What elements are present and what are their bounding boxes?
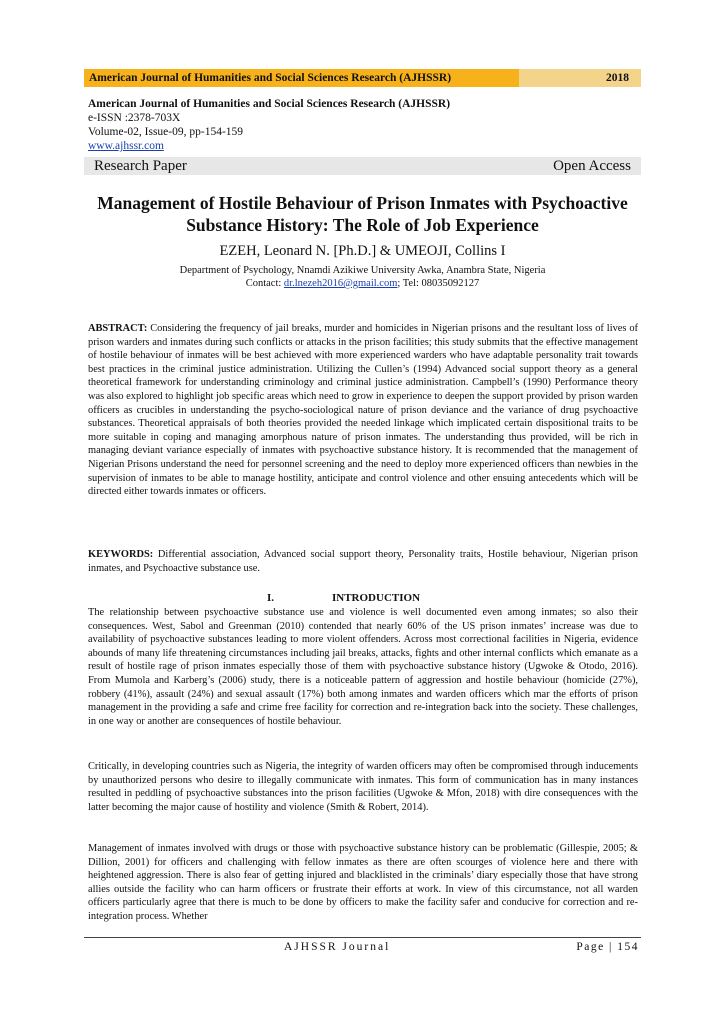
access-type-label: Open Access xyxy=(553,158,631,174)
keywords-label: KEYWORDS: xyxy=(88,549,154,560)
body-paragraph: Critically, in developing countries such as Nigeria, the integrity of warden officers may often be compromised through inducements by unauthorized persons who desire to illegally communicate with inmates. This form of communication has in many instances resulted in peddling of psychoactive substances into the prison facilities (Ugwoke & Mfon, 2018) with dire consequences with the latter becoming the major cause of hostility and violence (Smith & Robert, 2014). xyxy=(88,761,638,813)
journal-banner xyxy=(84,69,641,87)
abstract-label: ABSTRACT: xyxy=(88,323,148,334)
paper-title: Management of Hostile Behaviour of Prison Inmates with Psychoactive Substance History: The Role of Job Experience xyxy=(97,193,628,235)
authors: EZEH, Leonard N. [Ph.D.] & UMEOJI, Collins I xyxy=(219,243,506,259)
banner-year: 2018 xyxy=(519,69,641,87)
footer-divider xyxy=(84,937,641,938)
contact-prefix: Contact: xyxy=(245,278,284,289)
affiliation-block xyxy=(84,264,641,290)
body-paragraph: The relationship between psychoactive substance use and violence is well documented even among inmates; so also their consequences. West, Sabol and Greenman (2010) contended that nearly 60% of the US prison inmates’ increase was due to availability of psychoactive substances leading to more violent offenders. Across most correctional facilities in Nigeria, evidence abounds of many life threatening circumstances including jail breaks, attacks, fights and other internal conflicts which emanate as a result of hostile rage of prison inmates especially those of them with psychoactive substance history (Ugwoke & Otodo, 2016). From Mumola and Karberg’s (2006) study, there is a noticeable pattern of aggression and hostile behaviour (homicide (27%), robbery (41%), assault (24%) and sexual assault (17%) both among inmates and warden officers which mar the efforts of prison management in the providing a safe and crime free facility for correction and re-integration back into the society. These challenges, in one way or another are consequences of hostile behaviour. xyxy=(88,607,638,727)
meta-volume: Volume-02, Issue-09, pp-154-159 xyxy=(88,126,244,138)
journal-url-link[interactable]: www.ajhssr.com xyxy=(88,140,164,152)
page-number: Page | 154 xyxy=(576,941,639,953)
section-title: INTRODUCTION xyxy=(332,592,421,604)
abstract xyxy=(88,322,638,499)
meta-journal: American Journal of Humanities and Social Sciences Research (AJHSSR) xyxy=(88,98,451,110)
paper-type-label: Research Paper xyxy=(94,158,187,174)
contact-tel: ; Tel: 08035092127 xyxy=(397,278,480,289)
contact-email-link[interactable]: dr.lnezeh2016@gmail.com xyxy=(283,278,398,289)
body-paragraph: Management of inmates involved with drugs or those with psychoactive substance history can be problematic (Gillespie, 2005; & Dillion, 2001) for officers and challenging with fellow inmates as there are often scourges of violence here and there with heightened aggression. There is also fear of getting injured and blacklisted in the criminals’ diary especially those that have strong allies outside the facility who can harm officers or frustrate their efforts at work. In view of this circumstance, not all warden officers particularly agree that there is much to be done by officers to make the facility safer and conducive for correction and re-integration process. Whether xyxy=(88,843,638,922)
paper-type-bar xyxy=(84,157,641,175)
keywords xyxy=(88,548,638,575)
banner-journal-name: American Journal of Humanities and Social Sciences Research (AJHSSR) xyxy=(84,69,519,87)
keywords-text: Differential association, Advanced social support theory, Personality traits, Hostile behaviour, Nigerian prison inmates, and Psychoactive substance use. xyxy=(88,549,638,574)
meta-issn: e-ISSN :2378-703X xyxy=(88,112,181,124)
abstract-text: Considering the frequency of jail breaks, murder and homicides in Nigerian prisons and the resultant loss of lives of prison warders and inmates during such conflicts or attacks in the prison facilities; this study submits that the effective management of hostile behaviour of inmates will be best achieved with more experienced warders who have adaptable personality trait towards best practices in the criminal justice administration. Utilizing the Cullen’s (1994) Advanced social support theory as a general theoretical framework for understanding criminology and criminal justice administration. Campbell’s (1990) Performance theory was also explored to highlight job specific areas which need to grow in experience to deepen the support provided by prison warden officers as crucibles in understanding the psycho-sociological nature of prison deviance and the variance of drug psychoactive substances. Theoretical appraisals of both theories provided the needed linkage which implicated certain dispositional traits to be more suitable in coping and managing amorphous nature of prison inmates. The understanding thus provided, will be rich in managing deviant variance especially of inmates with psychoactive substance history. It is recommended that the management of Nigerian Prisons understand the need for personnel screening and the need to deploy more experienced officers than newbies in the supervision of inmates to be able to manage hostility, anticipate and control violence and other ensuing antecedents which will be directed either towards inmates or officers. xyxy=(88,323,638,498)
affiliation: Department of Psychology, Nnamdi Azikiwe University Awka, Anambra State, Nigeria xyxy=(179,265,546,276)
contact-line xyxy=(84,277,641,290)
journal-meta xyxy=(88,97,450,153)
footer-journal: AJHSSR Journal xyxy=(284,941,391,953)
section-number: I. xyxy=(267,592,275,604)
